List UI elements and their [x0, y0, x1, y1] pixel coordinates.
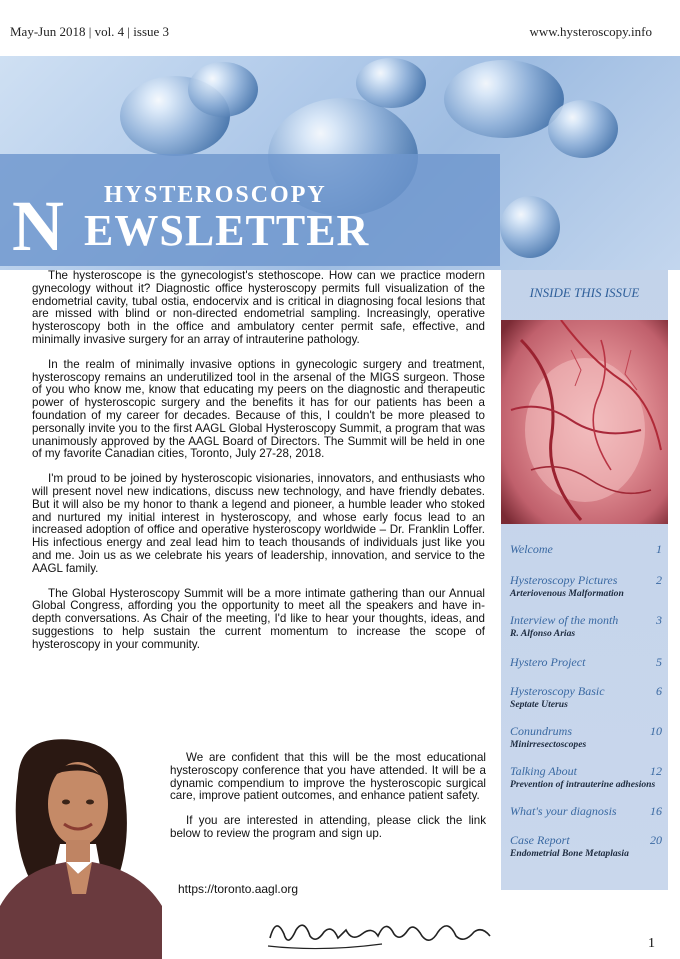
article-paragraph: I'm proud to be joined by hysteroscopic visionaries, innovators, and enthusiasts who will present novel new indications, discuss new technology, and have friendly debates. But it will also be my honor to thank a legend and pioneer, a humble leader who stoked and nurtured my initial interest in hysteroscopy, and whose early focus lead to an increased adoption of office and operative hysteroscopy worldwide – Dr. Franklin Loffer. His infectious energy and zeal lead him to teach thousands of individuals just like you and me. Join us as we celebrate his years of leadership, innovation, and service to the AAGL family. — [32, 472, 485, 575]
toc-title: Welcome — [510, 542, 553, 556]
toc-page: 16 — [650, 804, 662, 818]
water-drop-image — [356, 58, 426, 108]
article-paragraph: The hysteroscope is the gynecologist's stethoscope. How can we practice modern gynecology without it? Diagnostic office hysteroscopy permits full visualization of the endometrial cavity, tubal ostia, endocervix and is critical in diagnosing focal lesions that are missed with blind or non-directed endometrial sampling. Increasingly, operative hysteroscopy both in the office and ambulatory center permit safe, effective, and minimally invasive surgery for an array of intrauterine pathology. — [32, 269, 485, 346]
toc-title: Case Report — [510, 833, 570, 847]
author-portrait — [0, 738, 162, 959]
toc-page: 12 — [650, 764, 662, 778]
summit-link[interactable]: https://toronto.aagl.org — [178, 882, 299, 896]
issue-info: May-Jun 2018 | vol. 4 | issue 3 — [10, 24, 170, 39]
toc-item[interactable] — [510, 542, 662, 557]
toc-title: What's your diagnosis — [510, 804, 617, 818]
toc-page: 6 — [656, 684, 662, 698]
article-body — [32, 270, 485, 664]
website-url[interactable]: www.hysteroscopy.info — [529, 24, 652, 39]
title-newsletter: EWSLETTER — [84, 206, 370, 255]
inside-this-issue-sidebar — [501, 270, 668, 890]
toc-page: 2 — [656, 573, 662, 587]
title-initial: N — [12, 186, 64, 266]
table-of-contents — [510, 542, 662, 859]
toc-title: Conundrums — [510, 724, 573, 738]
page-number: 1 — [648, 936, 655, 951]
toc-title: Talking About — [510, 764, 578, 778]
toc-subtitle: Minirresectoscopes — [510, 739, 587, 750]
toc-page: 3 — [656, 613, 662, 627]
toc-item[interactable] — [510, 655, 662, 670]
toc-subtitle: Prevention of intrauterine adhesions — [510, 779, 656, 790]
toc-page: 10 — [650, 724, 662, 738]
toc-page: 1 — [656, 542, 662, 556]
toc-page: 20 — [650, 833, 662, 847]
article-paragraph: In the realm of minimally invasive options in gynecologic surgery and treatment, hysteroscopy remains an underutilized tool in the arsenal of the MIGS surgeon. Those of you who know me, know that educating my peers on the diagnostic and therapeutic power of hysteroscopic surgery and the benefits it has for our patients has been a foundation of my career for decades. Because of this, I couldn't be more pleased to personally invite you to the first AAGL Global Hysteroscopy Summit, a program that was unanimously approved by the AAGL Board of Directors. The Summit will be held in one of my favorite Canadian cities, Toronto, July 27-28, 2018. — [32, 357, 485, 461]
water-drop-image — [444, 60, 564, 138]
masthead-banner — [0, 56, 680, 270]
toc-title: Interview of the month — [510, 613, 619, 627]
top-bar — [0, 0, 680, 56]
toc-title: Hysteroscopy Basic — [510, 684, 605, 698]
toc-title: Hysteroscopy Pictures — [510, 573, 618, 587]
arteriovenous-image — [501, 320, 668, 524]
signature-image — [262, 908, 498, 958]
toc-item[interactable] — [510, 724, 662, 750]
toc-title: Hystero Project — [510, 655, 586, 669]
toc-item[interactable] — [510, 804, 662, 819]
toc-subtitle: Endometrial Bone Metaplasia — [510, 848, 629, 859]
water-drop-image — [548, 100, 618, 158]
toc-subtitle: R. Alfonso Arias — [510, 628, 576, 639]
water-drop-image — [188, 62, 258, 117]
closing-text — [170, 752, 486, 853]
toc-page: 5 — [656, 655, 662, 669]
title-hysteroscopy: HYSTEROSCOPY — [104, 182, 327, 208]
toc-item[interactable] — [510, 684, 662, 710]
closing-paragraph: We are confident that this will be the most educational hysteroscopy conference that you have attended. It will be a dynamic compendium to improve the hysteroscopic surgical care, improve patient outcomes, and enhance patient safety. — [170, 751, 486, 803]
article-paragraph: The Global Hysteroscopy Summit will be a more intimate gathering than our Annual Global Congress, affording you the opportunity to meet all the speakers and have in-depth conversations. As Chair of the meeting, I'd like to hear your thoughts, ideas, and suggestions to help sustain the current momentum to increase the scope of hysteroscopy in your community. — [32, 586, 485, 651]
toc-subtitle: Septate Uterus — [510, 699, 568, 710]
water-drop-image — [500, 196, 560, 258]
toc-item[interactable] — [510, 613, 662, 639]
sidebar-heading: INSIDE THIS ISSUE — [529, 285, 640, 300]
toc-item[interactable] — [510, 573, 662, 599]
toc-item[interactable] — [510, 833, 662, 859]
newsletter-title — [0, 154, 500, 266]
closing-paragraph: If you are interested in attending, please click the link below to review the program and sign up. — [170, 814, 486, 840]
toc-subtitle: Arteriovenous Malformation — [510, 588, 624, 599]
toc-item[interactable] — [510, 764, 662, 790]
